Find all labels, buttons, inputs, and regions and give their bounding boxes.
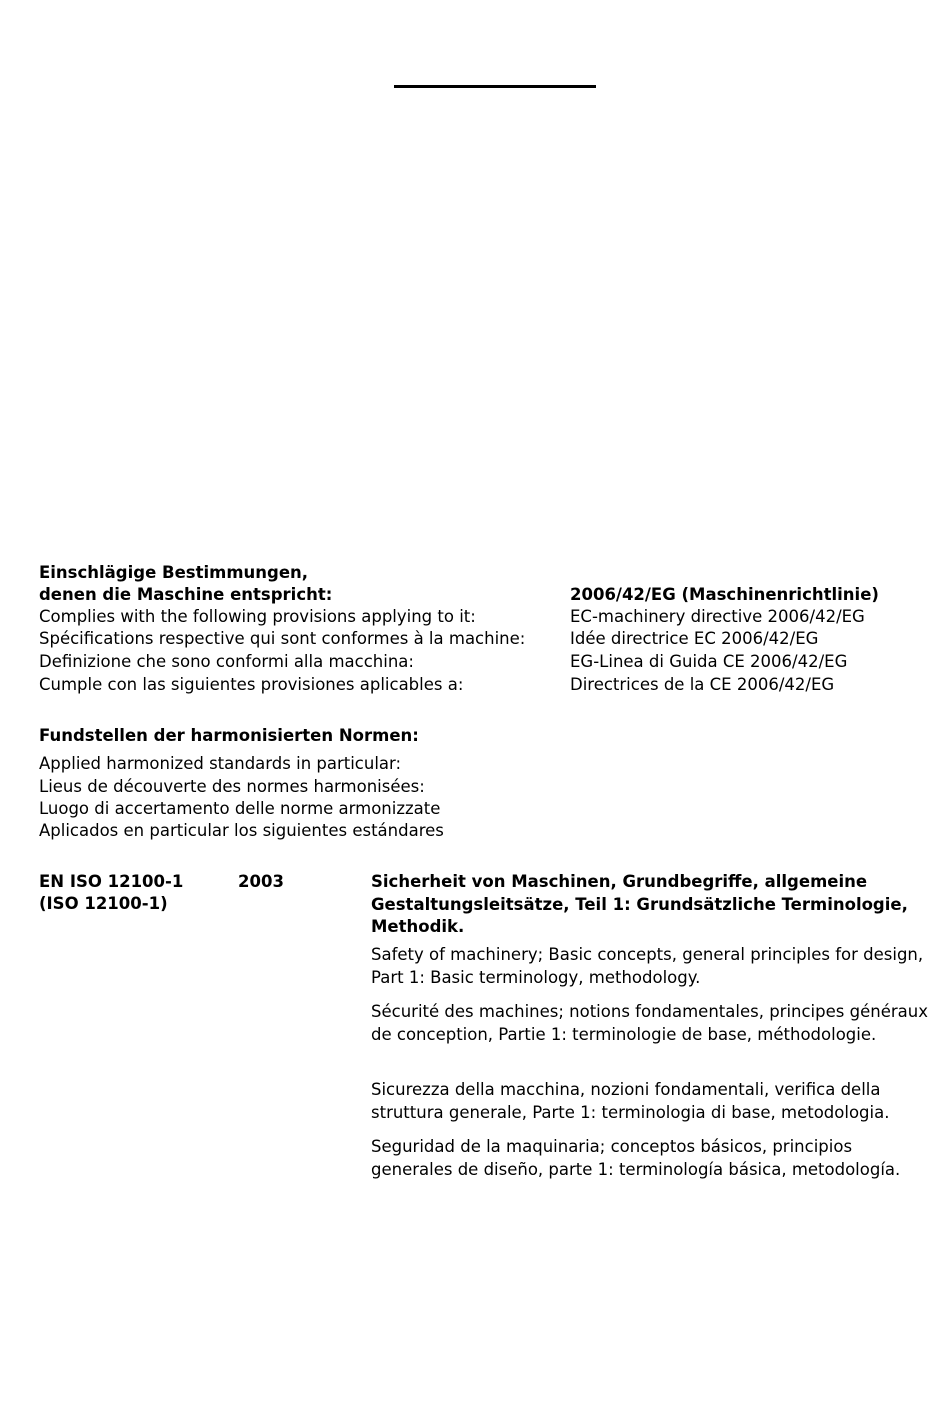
provision-value-it: EG-Linea di Guida CE 2006/42/EG [570,652,848,671]
provision-value-es: Directrices de la CE 2006/42/EG [570,675,835,694]
harmonized-line-it: Luogo di accertamento delle norme armonizzate [39,799,441,818]
standard-description-it: Sicurezza della macchina, nozioni fondamentali, verifica della struttura generale, Parte 1: terminologia di base, metodologia. [371,1080,890,1122]
provision-value-fr: Idée directrice EC 2006/42/EG [570,629,819,648]
provisions-heading-line2: denen die Maschine entspricht: [39,585,333,604]
harmonized-line-es: Aplicados en particular los siguientes estándares [39,821,444,840]
provision-value-en: EC-machinery directive 2006/42/EG [570,607,865,626]
standard-code-iso: (ISO 12100-1) [39,894,168,913]
directive-title: 2006/42/EG (Maschinenrichtlinie) [570,585,879,604]
harmonized-line-fr: Lieus de découverte des normes harmonisées: [39,777,425,796]
harmonized-line-en: Applied harmonized standards in particular: [39,754,402,773]
standard-description-de: Sicherheit von Maschinen, Grundbegriffe, allgemeine Gestaltungsleitsätze, Teil 1: Grundsätzliche Terminologie, Methodik. [371,872,908,936]
standard-description-fr: Sécurité des machines; notions fondamentales, principes généraux de conception, Partie 1: terminologie de base, méthodologie. [371,1002,928,1044]
provision-label-it: Definizione che sono conformi alla macchina: [39,652,414,671]
standard-code: EN ISO 12100-1 [39,872,184,891]
top-rule-divider [394,85,596,88]
standard-description-es: Seguridad de la maquinaria; conceptos básicos, principios generales de diseño, parte 1: terminología básica, metodología. [371,1137,901,1179]
standard-year: 2003 [238,872,284,891]
provision-label-es: Cumple con las siguientes provisiones aplicables a: [39,675,464,694]
harmonized-heading: Fundstellen der harmonisierten Normen: [39,726,419,745]
standard-description-en: Safety of machinery; Basic concepts, general principles for design, Part 1: Basic terminology, methodology. [371,945,924,987]
provision-label-en: Complies with the following provisions applying to it: [39,607,476,626]
provision-label-fr: Spécifications respective qui sont conformes à la machine: [39,629,526,648]
provisions-heading-line1: Einschlägige Bestimmungen, [39,563,309,582]
